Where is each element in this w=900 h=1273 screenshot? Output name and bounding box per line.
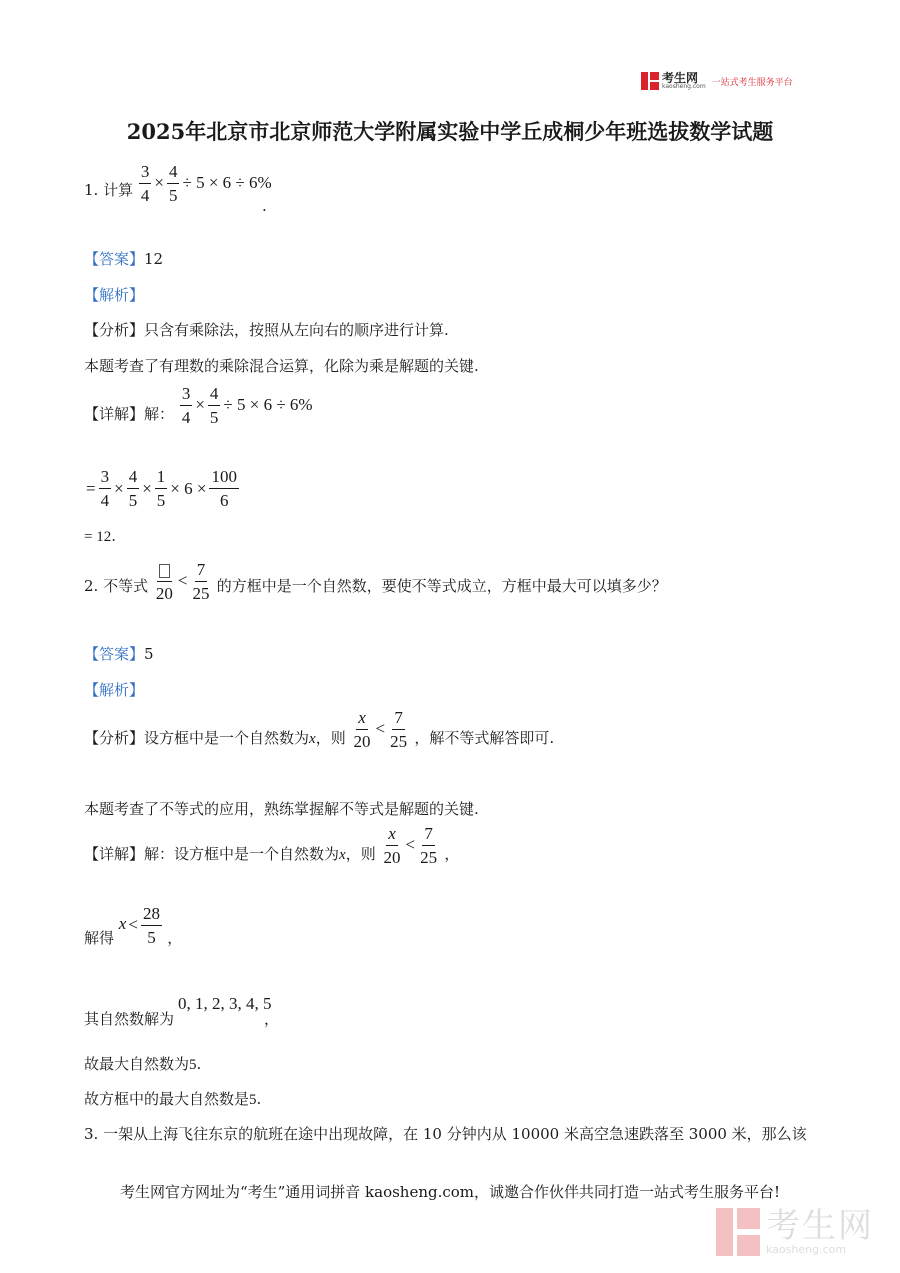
detail-label: 【详解】 — [84, 405, 145, 423]
blank-box-icon — [159, 564, 170, 578]
q1-fenxi — [84, 321, 449, 339]
q2-inequality: 20 < $\frac{7}{25}$ — [155, 559, 210, 603]
q1-analysis-label: 【解析】 — [84, 286, 145, 304]
answer-value: 12 — [144, 250, 164, 268]
detail-prefix: 解： — [144, 405, 175, 423]
q1-period: . — [262, 197, 267, 215]
q2-max2: 故方框中的最大自然数是5. — [84, 1090, 262, 1108]
kaosheng-logo-icon — [641, 72, 659, 90]
page-title: 2025年北京市北京师范大学附属实验中学丘成桐少年班选拔数学试题 — [126, 119, 774, 144]
q3-number: 3. — [84, 1125, 99, 1143]
footer-note: 考生网官方网址为“考生”通用词拼音 kaosheng.com，诚邀合作伙伴共同打造一站式考生服务平台! — [119, 1183, 781, 1201]
q2-fenxi: 【分析】设方框中是一个自然数为x，则 $\frac{x}{20}$ < $\frac{7}{25}$ ，解不等式解答即可. — [84, 707, 555, 751]
q2-number: 2. — [84, 577, 99, 595]
q1-answer — [84, 250, 163, 268]
q2-solution-inequality: x < $\frac{28}{5}$ — [118, 903, 160, 947]
q1-expression: $\frac{3}{4}$ × $\frac{4}{5}$ ÷ 5 × 6 ÷ 6% — [140, 161, 272, 205]
fenxi-text: 只含有乘除法，按照从左向右的顺序进行计算. — [144, 321, 449, 339]
q2-max1: 故最大自然数为5. — [84, 1055, 202, 1073]
q3-line — [84, 1125, 807, 1143]
watermark-domain: kaosheng.com — [766, 1243, 847, 1256]
q2-answer — [84, 645, 154, 663]
answer-label: 【答案】 — [84, 250, 145, 268]
q1-step: = $\frac{3}{4}$ × $\frac{4}{5}$ × $\frac{1}{5}$ × 6 × $\frac{100}{6}$ — [86, 467, 237, 510]
logo-text: 考生网 — [662, 71, 699, 85]
q2-detail: 【详解】解：设方框中是一个自然数为x，则 $\frac{x}{20}$ < $\frac{7}{25}$ ， — [84, 823, 460, 867]
q2-analysis-label: 【解析】 — [84, 681, 145, 699]
q2-summary: 本题考查了不等式的应用，熟练掌握解不等式是解题的关键. — [84, 800, 479, 818]
q2-fenxi-inequality: $\frac{x}{20}$ < $\frac{7}{25}$ — [353, 707, 408, 751]
detail-label: 【详解】 — [84, 845, 145, 863]
q1-number: 1. — [84, 181, 99, 199]
q1-summary: 本题考查了有理数的乘除混合运算，化除为乘是解题的关键. — [84, 357, 479, 375]
q2-naturals-post: ， — [264, 1010, 280, 1028]
q1-prompt: 计算 — [103, 181, 134, 199]
q2-prompt-post: 的方框中是一个自然数，要使不等式成立，方框中最大可以填多少？ — [216, 577, 667, 595]
q2-naturals: 0, 1, 2, 3, 4, 5 — [178, 994, 272, 1013]
q2-naturals-label: 其自然数解为 — [84, 1010, 175, 1028]
q1-result: = 12. — [84, 527, 116, 545]
watermark-text: 考生网 — [766, 1206, 874, 1246]
watermark — [716, 1208, 874, 1256]
answer-label: 【答案】 — [84, 645, 145, 663]
header-logo — [641, 72, 793, 90]
answer-value: 5 — [144, 645, 154, 663]
q2-line — [84, 556, 667, 617]
logo-slogan: 一站式考生服务平台 — [711, 77, 793, 88]
fenxi-label: 【分析】 — [84, 729, 145, 747]
q1-detail — [84, 383, 315, 443]
q2-solve: 解得 x < $\frac{28}{5}$ ， — [84, 903, 183, 947]
q2-prompt-pre: 不等式 — [103, 577, 149, 595]
watermark-logo-icon — [716, 1208, 760, 1256]
logo-domain: kaosheng.com — [662, 83, 706, 90]
q2-detail-inequality: $\frac{x}{20}$ < $\frac{7}{25}$ — [383, 823, 438, 867]
q1-line — [84, 162, 274, 219]
q1-detail-expression: $\frac{3}{4}$ × $\frac{4}{5}$ ÷ 5 × 6 ÷ 6% — [181, 383, 313, 427]
fenxi-label: 【分析】 — [84, 321, 145, 339]
q3-text: 一架从上海飞往东京的航班在途中出现故障，在 10 分钟内从 10000 米高空急速跌落至 3000 米，那么该 — [103, 1125, 807, 1143]
